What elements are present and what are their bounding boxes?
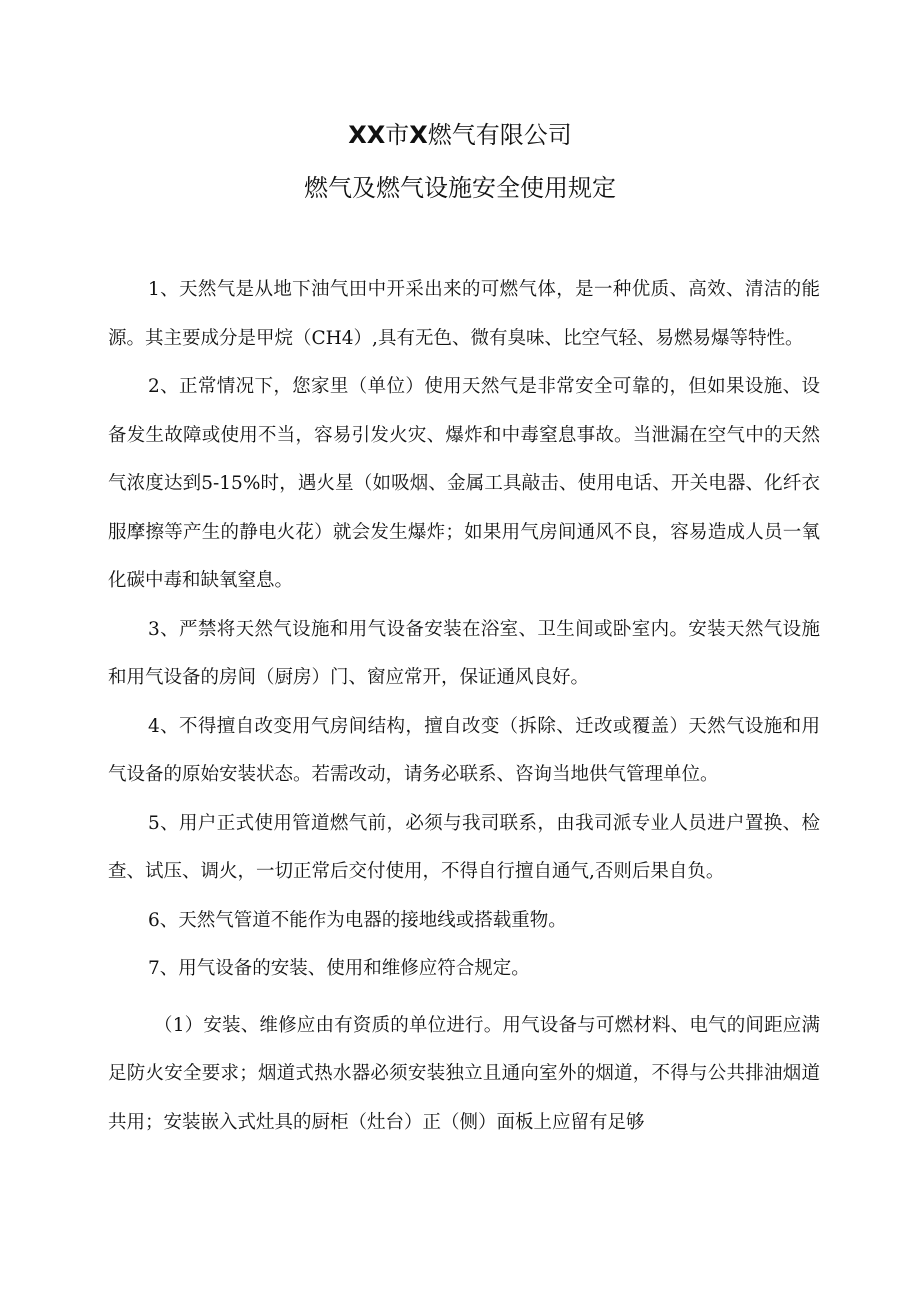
paragraph-1: 1、天然气是从地下油气田中开采出来的可燃气体，是一种优质、高效、清洁的能源。其主要成分是甲烷（CH4）,具有无色、微有臭味、比空气轻、易燃易爆等特性。 [108, 279, 820, 349]
paragraph-4: 4、不得擅自改变用气房间结构，擅自改变（拆除、迁改或覆盖）天然气设施和用气设备的原始安装状态。若需改动，请务必联系、咨询当地供气管理单位。 [108, 715, 820, 785]
document-title: 燃气及燃气设施安全使用规定 [304, 174, 616, 202]
paragraph-7: 7、用气设备的安装、使用和维修应符合规定。 [148, 958, 530, 979]
company-suffix: 燃气有限公司 [427, 121, 572, 149]
company-name [0, 120, 920, 150]
company-prefix: XX [348, 121, 386, 149]
company-mid: 市 [385, 121, 410, 149]
paragraph-5: 5、用户正式使用管道燃气前，必须与我司联系，由我司派专业人员进户置换、检查、试压、调火，一切正常后交付使用，不得自行擅自通气,否则后果自负。 [108, 812, 820, 882]
paragraph-6: 6、天然气管道不能作为电器的接地线或搭载重物。 [148, 909, 567, 931]
paragraph-2: 2、正常情况下，您家里（单位）使用天然气是非常安全可靠的，但如果设施、设备发生故障或使用不当，容易引发火灾、爆炸和中毒窒息事故。当泄漏在空气中的天然气浓度达到5-15%时，遇火星（如吸烟、金属工具敲击、使用电话、开关电器、化纤衣服摩擦等产生的静电火花）就会发生爆炸；如果用气房间通风不良，容易造成人员一氧化碳中毒和缺氧窒息。 [108, 376, 820, 591]
company-x: X [409, 121, 428, 149]
document-body [108, 266, 820, 1147]
sub-paragraph-1: （1）安装、维修应由有资质的单位进行。用气设备与可燃材料、电气的间距应满足防火安全要求；烟道式热水器必须安装独立且通向室外的烟道，不得与公共排油烟道共用；安装嵌入式灶具的厨柜（灶台）正（侧）面板上应留有足够 [108, 1014, 820, 1133]
paragraph-3: 3、严禁将天然气设施和用气设备安装在浴室、卫生间或卧室内。安装天然气设施和用气设备的房间（厨房）门、窗应常开，保证通风良好。 [108, 618, 820, 688]
